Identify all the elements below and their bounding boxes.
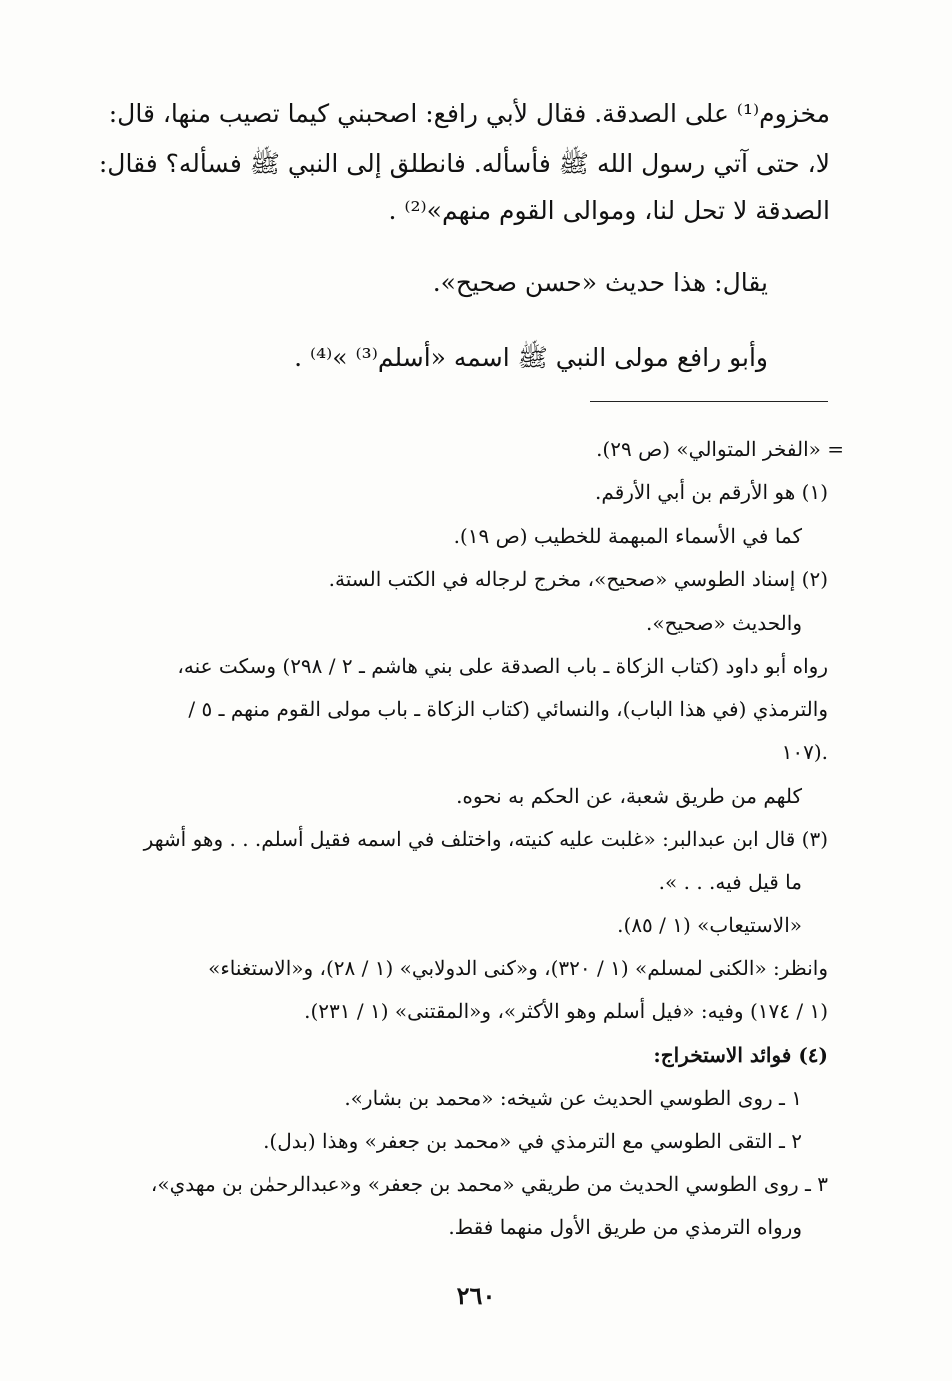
footnote-line-16: ١ ـ روى الطوسي الحديث عن شيخه: «محمد بن بشار». (344, 1086, 802, 1110)
footnote-line-10: (٣) قال ابن عبدالبر: «غلبت عليه كنيته، واختلف في اسمه فقيل أسلم. . . وهو أشهر (143, 827, 828, 851)
footnote-line-12: «الاستيعاب» (١ / ٨٥). (617, 913, 802, 937)
body-line-5: وأبو رافع مولى النبي ﷺ اسمه «أسلم⁽³⁾ »⁽⁴⁾ . (294, 343, 768, 372)
body-line-2: لا، حتى آتي رسول الله ﷺ فأسأله. فانطلق إلى النبي ﷺ فسأله؟ فقال: (98, 149, 830, 178)
footnote-line-5: والحديث «صحيح». (646, 611, 802, 635)
footnote-line-9: كلهم من طريق شعبة، عن الحكم به نحوه. (456, 784, 802, 808)
footnote-line-19: ورواه الترمذي من طريق الأول منهما فقط. (448, 1215, 802, 1239)
footnote-line-8: ١٠٧). (781, 740, 828, 764)
footnote-line-17: ٢ ـ التقى الطوسي مع الترمذي في «محمد بن جعفر» وهذا (بدل). (263, 1129, 802, 1153)
body-line-1: مخزوم⁽¹⁾ على الصدقة. فقال لأبي رافع: اصحبني كيما تصيب منها، قال: (108, 99, 830, 128)
footnote-line-13: وانظر: «الكنى لمسلم» (١ / ٣٢٠)، و«كنى الدولابي» (١ / ٢٨)، و«الاستغناء» (208, 956, 828, 980)
footnote-line-4: (٢) إسناد الطوسي «صحيح»، مخرج لرجاله في الكتب الستة. (328, 567, 828, 591)
footnote-line-7: والترمذي (في هذا الباب)، والنسائي (كتاب الزكاة ـ باب مولى القوم منهم ـ ٥ / (188, 697, 828, 721)
footnote-line-6: رواه أبو داود (كتاب الزكاة ـ باب الصدقة على بني هاشم ـ ٢ / ٢٩٨) وسكت عنه، (177, 654, 828, 678)
footnote-line-14: (١ / ١٧٤) وفيه: «فيل أسلم وهو الأكثر»، و«المقتنى» (١ / ٢٣١). (304, 999, 828, 1023)
footnote-line-3: كما في الأسماء المبهمة للخطيب (ص ١٩). (453, 524, 802, 548)
page-number: ٢٦٠ (456, 1281, 496, 1310)
footnote-line-18: ٣ ـ روى الطوسي الحديث من طريقي «محمد بن جعفر» و«عبدالرحمٰن بن مهدي»، (150, 1172, 828, 1196)
footnote-line-15: (٤) فوائد الاستخراج: (653, 1043, 828, 1067)
footnote-line-1: = «الفخر المتوالي» (ص ٢٩). (596, 437, 844, 461)
footnote-line-11: ما قيل فيه. . . ». (658, 870, 802, 894)
footnote-line-2: (١) هو الأرقم بن أبي الأرقم. (595, 480, 828, 504)
footnote-separator (590, 401, 828, 402)
body-line-4: يقال: هذا حديث «حسن صحيح». (432, 268, 768, 297)
body-line-3: الصدقة لا تحل لنا، وموالى القوم منهم»⁽²⁾ . (388, 196, 830, 225)
